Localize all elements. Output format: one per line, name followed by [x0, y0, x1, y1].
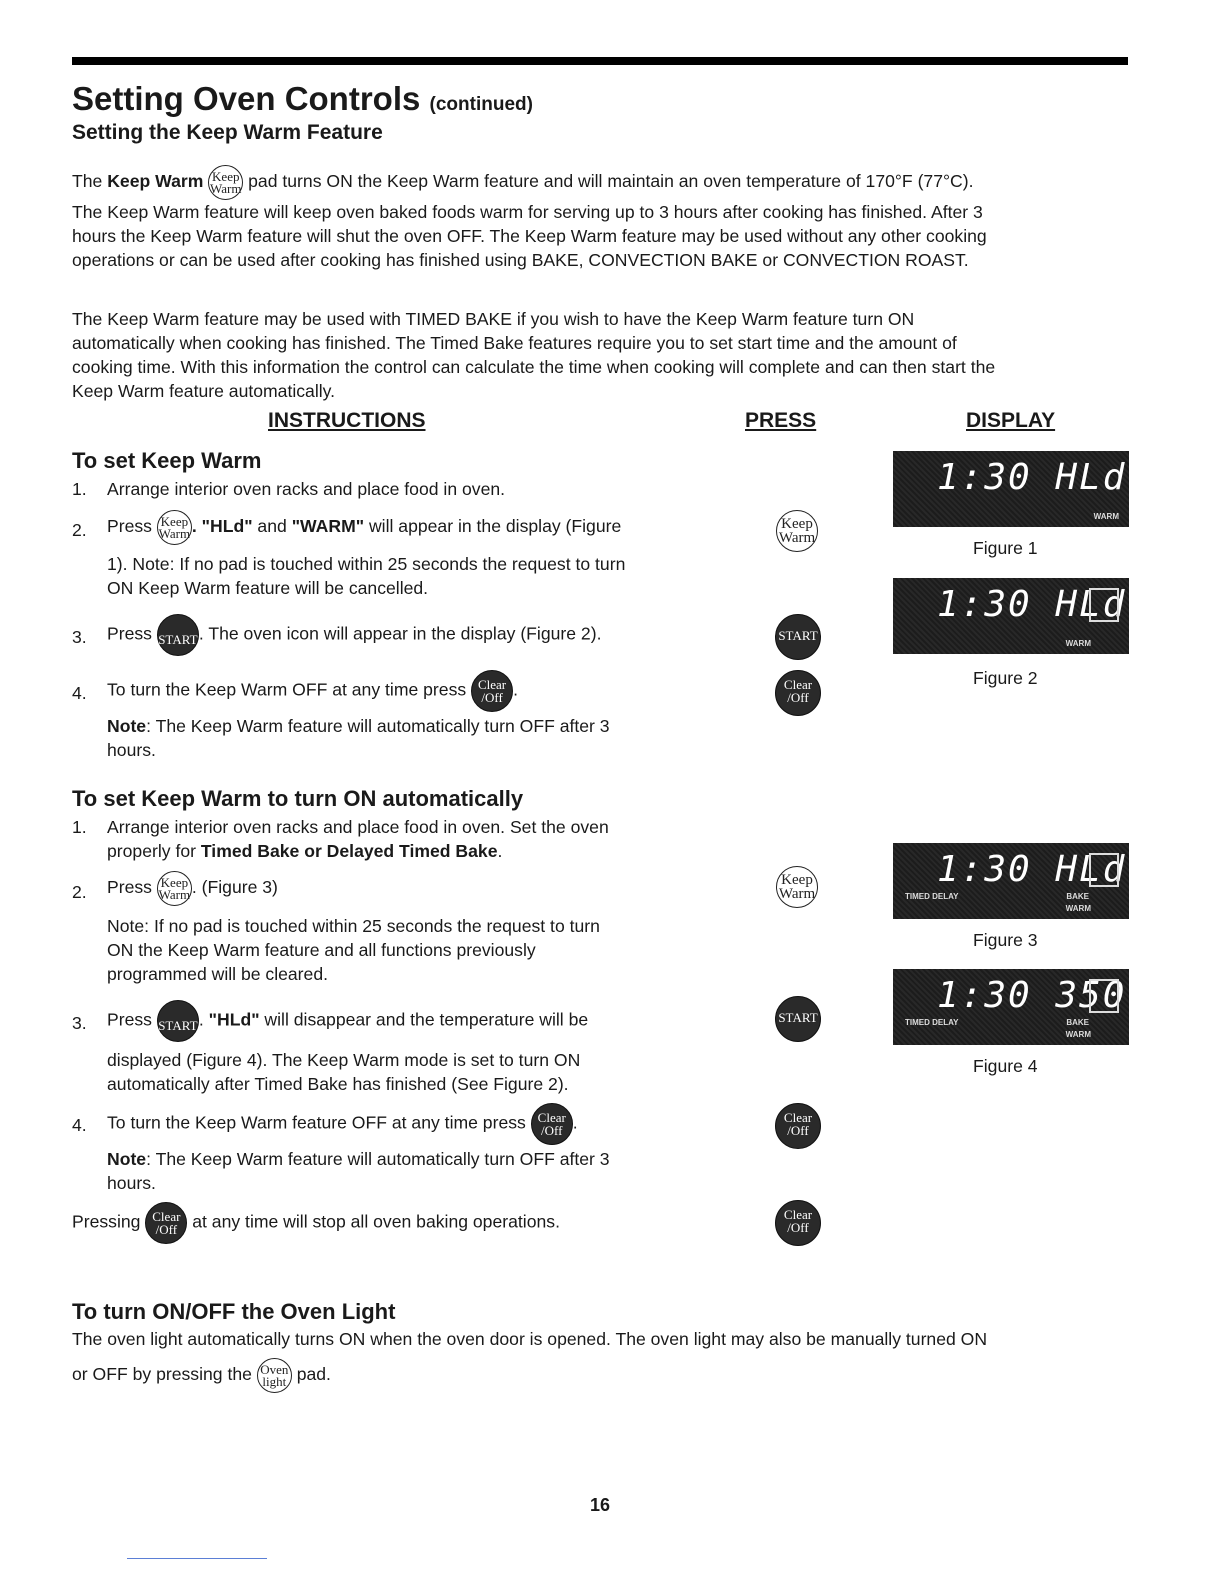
intro-paragraph-2: The Keep Warm feature will keep oven baked foods warm for serving up to 3 hours after cooking has finished. After 3 hours the Keep Warm feature will shut the oven OFF. The Keep Warm feature may be used without any other cooking operations or can be used after cooking has finished using BAKE, CONVECTION BAKE or CONVECTION ROAST. [72, 202, 987, 270]
warm-indicator: WARM [1093, 512, 1119, 521]
s1-step-1-number: 1. [72, 479, 87, 499]
figure-2-caption: Figure 2 [973, 668, 1038, 688]
s1-step-4-number: 4. [72, 683, 87, 703]
s1-step-3: Press START . The oven icon will appear in the display (Figure 2). [107, 614, 601, 656]
display-figure-4 [893, 969, 1151, 1045]
oven-light-title: To turn ON/OFF the Oven Light [72, 1299, 396, 1324]
oven-light-pad-icon: Oven light [257, 1358, 292, 1393]
clear-off-pad-icon: Clear /Off [145, 1202, 187, 1244]
clear-off-pad-icon: Clear /Off [775, 1200, 821, 1246]
section2-title: To set Keep Warm to turn ON automatically [72, 786, 524, 811]
press-clear-3 [775, 1200, 821, 1246]
keep-warm-pad-icon: Keep Warm [208, 165, 243, 200]
press-header: PRESS [745, 409, 817, 432]
keep-warm-pad-icon: Keep Warm [776, 510, 818, 552]
display-figure-1 [893, 451, 1129, 527]
clear-off-pad-icon: Clear /Off [775, 1103, 821, 1149]
s2-step-3-number: 3. [72, 1013, 87, 1033]
timed-delay-indicator: TIMED DELAY [905, 892, 959, 901]
s2-step-1: Arrange interior oven racks and place food in oven. Set the oven properly for Timed Bake or Delayed Timed Bake. [107, 817, 609, 861]
clear-off-pad-icon: Clear /Off [471, 670, 513, 712]
press-clear-1 [775, 670, 821, 716]
start-pad-icon: START [157, 1000, 199, 1042]
s2-step-4-number: 4. [72, 1115, 87, 1135]
oven-icon [1089, 853, 1119, 887]
keep-warm-pad-icon: Keep Warm [157, 871, 192, 906]
press-start-2 [775, 996, 821, 1042]
s2-step-4: To turn the Keep Warm feature OFF at any time press Clear /Off . [107, 1103, 578, 1145]
s1-note: Note: The Keep Warm feature will automatically turn OFF after 3 hours. [107, 716, 610, 760]
footer-line [127, 1558, 267, 1559]
warm-indicator: WARM [1065, 904, 1091, 913]
figure-1-caption: Figure 1 [973, 538, 1038, 558]
s2-step-2-number: 2. [72, 882, 87, 902]
warm-indicator: WARM [1065, 1030, 1091, 1039]
s2-step-3: Press START . "HLd" will disappear and the temperature will be [107, 1000, 588, 1042]
oven-light-line-1: The oven light automatically turns ON when the oven door is opened. The oven light may also be manually turned ON [72, 1329, 988, 1349]
start-pad-icon: START [157, 614, 199, 656]
s1-step-2-number: 2. [72, 520, 87, 540]
display-readout: 1:30 HLd [937, 849, 1127, 890]
press-start-1 [775, 614, 821, 660]
s2-step-3-cont: displayed (Figure 4). The Keep Warm mode is set to turn ON automatically after Timed Bake has finished (See Figure 2). [107, 1050, 581, 1094]
display-readout: 1:30 HLd [937, 457, 1127, 498]
display-figure-2 [893, 578, 1129, 654]
figure-3-caption: Figure 3 [973, 930, 1038, 950]
timed-delay-indicator: TIMED DELAY [905, 1018, 959, 1027]
start-pad-icon: START [775, 614, 821, 660]
warm-indicator: WARM [1065, 639, 1091, 648]
display-readout: 1:30 350° [937, 975, 1151, 1016]
page-title: Setting Oven Controls (continued) [72, 80, 533, 117]
pressing-clear-note: Pressing Clear /Off at any time will stop all oven baking operations. [72, 1202, 560, 1244]
s2-step-1-number: 1. [72, 817, 87, 837]
oven-icon [1089, 588, 1119, 622]
start-pad-icon: START [775, 996, 821, 1042]
clear-off-pad-icon: Clear /Off [775, 670, 821, 716]
press-keep-warm-2 [776, 866, 818, 908]
bake-indicator: BAKE [1066, 892, 1089, 901]
keep-warm-pad-icon: Keep Warm [776, 866, 818, 908]
s1-step-3-number: 3. [72, 627, 87, 647]
s2-note: Note: The Keep Warm feature will automatically turn OFF after 3 hours. [107, 1149, 610, 1193]
section1-title: To set Keep Warm [72, 448, 262, 473]
oven-light-line-2: or OFF by pressing the Oven light pad. [72, 1358, 331, 1393]
page-number: 16 [590, 1495, 611, 1515]
section-title: Setting the Keep Warm Feature [72, 121, 383, 144]
display-readout: 1:30 HLd [937, 584, 1127, 625]
press-keep-warm-1 [776, 510, 818, 552]
instructions-header: INSTRUCTIONS [268, 409, 426, 432]
oven-icon [1089, 979, 1119, 1013]
s1-step-4: To turn the Keep Warm OFF at any time press Clear /Off . [107, 670, 518, 712]
s2-step-2-note: Note: If no pad is touched within 25 seconds the request to turn ON the Keep Warm feature and all functions previously programmed will be cleared. [107, 916, 600, 984]
display-header: DISPLAY [966, 409, 1056, 432]
keep-warm-pad-icon: Keep Warm [157, 510, 192, 545]
s2-step-2: Press Keep Warm . (Figure 3) [107, 871, 278, 906]
s1-step-2: Press Keep Warm . "HLd" and "WARM" will appear in the display (Figure [107, 510, 621, 545]
s1-step-2-cont: 1). Note: If no pad is touched within 25 seconds the request to turn ON Keep Warm feature will be cancelled. [107, 554, 626, 598]
clear-off-pad-icon: Clear /Off [531, 1103, 573, 1145]
intro-paragraph-3: The Keep Warm feature may be used with TIMED BAKE if you wish to have the Keep Warm feature turn ON automatically when cooking has finished. The Timed Bake features require you to set start time and the amount of cooking time. With this information the control can calculate the time when cooking will complete and can then start the Keep Warm feature automatically. [72, 309, 996, 401]
display-figure-3 [893, 843, 1129, 919]
bake-indicator: BAKE [1066, 1018, 1089, 1027]
intro-paragraph-1: The Keep Warm Keep Warm pad turns ON the Keep Warm feature and will maintain an oven temperature of 170°F (77°C). [72, 165, 974, 200]
top-rule [72, 57, 1128, 65]
press-clear-2 [775, 1103, 821, 1149]
s1-step-1: Arrange interior oven racks and place food in oven. [107, 479, 506, 499]
figure-4-caption: Figure 4 [973, 1056, 1038, 1076]
